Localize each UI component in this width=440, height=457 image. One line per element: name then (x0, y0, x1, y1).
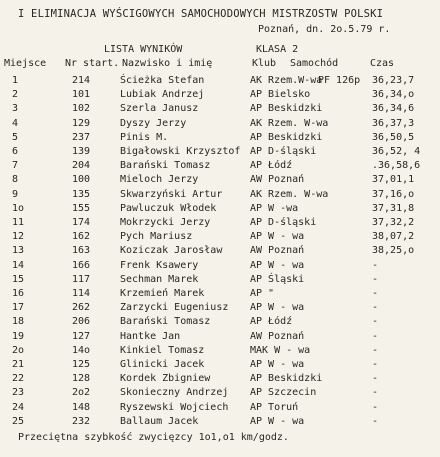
club-cell: AP Bielsko (250, 89, 311, 101)
time-cell: - (372, 387, 379, 399)
place-cell: 5 (12, 131, 19, 143)
place-cell: 12 (12, 231, 25, 243)
place-cell: 18 (12, 316, 25, 328)
name-cell: Pych Mariusz (120, 231, 193, 243)
name-cell: Skwarzyński Artur (120, 188, 223, 200)
place-cell: 8 (12, 174, 19, 186)
club-cell: AK Rzem.W-wa (250, 75, 323, 86)
club-cell: AK Rzem. W-wa (250, 117, 329, 129)
place-cell: 24 (12, 401, 25, 413)
time-cell: - (372, 259, 379, 271)
table-row (0, 359, 440, 374)
start-number-cell: 262 (72, 302, 91, 314)
header-time: Czas (370, 58, 395, 69)
table-row (0, 89, 440, 104)
club-cell: AP Śląski (250, 273, 305, 285)
place-date: Poznań, dn. 2o.5.79 r. (258, 24, 391, 35)
car-cell: PF 126p (318, 75, 361, 86)
club-cell: AP W - wa (250, 259, 305, 271)
time-cell: - (372, 359, 379, 370)
table-row (0, 160, 440, 175)
time-cell: - (372, 401, 379, 413)
club-cell: AP W - wa (250, 415, 305, 427)
time-cell: 37,01,1 (372, 174, 415, 186)
place-cell: 3 (12, 103, 19, 115)
table-row (0, 203, 440, 218)
header-car: Samochód (290, 58, 339, 69)
start-number-cell: 174 (72, 217, 91, 228)
club-cell: AP Toruń (250, 401, 299, 413)
place-cell: 13 (12, 245, 25, 257)
name-cell: Szerla Janusz (120, 103, 199, 115)
start-number-cell: 139 (72, 146, 91, 157)
document-title: I ELIMINACJA WYŚCIGOWYCH SAMOCHODOWYCH MISTRZOSTW POLSKI (18, 8, 384, 20)
place-cell: 1o (12, 202, 25, 214)
name-cell: Lubiak Andrzej (120, 89, 205, 101)
name-cell: Barański Tomasz (120, 316, 211, 328)
club-cell: AP Beskidzki (250, 103, 323, 115)
place-cell: 14 (12, 259, 25, 271)
club-cell: AP Beskidzki (250, 131, 323, 143)
start-number-cell: 163 (72, 245, 91, 257)
header-place: Miejsce (4, 58, 47, 69)
name-cell: Ścieżka Stefan (120, 75, 205, 86)
table-row (0, 132, 440, 147)
name-cell: Frenk Ksawery (120, 259, 199, 271)
start-number-cell: 101 (72, 89, 91, 101)
class-title: KLASA 2 (256, 44, 299, 55)
place-cell: 25 (12, 415, 25, 427)
start-number-cell: 155 (72, 202, 91, 214)
start-number-cell: 232 (72, 415, 91, 427)
name-cell: Dyszy Jerzy (120, 117, 187, 129)
start-number-cell: 237 (72, 131, 91, 143)
place-cell: 16 (12, 288, 25, 299)
time-cell: 36,34,6 (372, 103, 415, 115)
start-number-cell: 135 (72, 188, 91, 200)
club-cell: MAK W - wa (250, 344, 311, 356)
name-cell: Mokrzycki Jerzy (120, 217, 211, 228)
table-row (0, 260, 440, 275)
place-cell: 17 (12, 302, 25, 314)
time-cell: - (372, 316, 379, 328)
start-number-cell: 117 (72, 273, 91, 285)
table-row (0, 174, 440, 189)
place-cell: 22 (12, 373, 25, 385)
table-row (0, 331, 440, 346)
start-number-cell: 148 (72, 401, 91, 413)
start-number-cell: 125 (72, 359, 91, 370)
place-cell: 7 (12, 160, 19, 172)
club-cell: AP D-śląski (250, 217, 317, 228)
table-row (0, 288, 440, 303)
time-cell: - (372, 302, 379, 314)
place-cell: 2 (12, 89, 19, 101)
place-cell: 21 (12, 359, 25, 370)
time-cell: 37,31,8 (372, 202, 415, 214)
time-cell: 36,50,5 (372, 131, 415, 143)
name-cell: Bigałowski Krzysztof (120, 146, 241, 157)
club-cell: AW Poznań (250, 174, 305, 186)
name-cell: Pawluczuk Włodek (120, 202, 217, 214)
name-cell: Koziczak Jarosław (120, 245, 223, 257)
place-cell: 23 (12, 387, 25, 399)
name-cell: Ryszewski Wojciech (120, 401, 229, 413)
club-cell: AP Szczecin (250, 387, 317, 399)
name-cell: Sechman Marek (120, 273, 199, 285)
table-row (0, 245, 440, 260)
start-number-cell: 206 (72, 316, 91, 328)
start-number-cell: 2o2 (72, 387, 91, 399)
place-cell: 11 (12, 217, 25, 228)
table-row (0, 146, 440, 161)
club-cell: AW Poznań (250, 245, 305, 257)
table-row (0, 274, 440, 289)
place-cell: 4 (12, 117, 19, 129)
name-cell: Glinicki Jacek (120, 359, 205, 370)
time-cell: 37,16,o (372, 188, 415, 200)
club-cell: AP W - wa (250, 359, 305, 370)
table-row (0, 345, 440, 360)
table-row (0, 316, 440, 331)
time-cell: 38,07,2 (372, 231, 415, 243)
name-cell: Pinis M. (120, 131, 169, 143)
header-club: Klub (252, 58, 277, 69)
place-cell: 9 (12, 188, 19, 200)
name-cell: Barański Tomasz (120, 160, 211, 172)
table-row (0, 387, 440, 402)
time-cell: .36,58,6 (372, 160, 421, 172)
name-cell: Skonieczny Andrzej (120, 387, 229, 399)
start-number-cell: 166 (72, 259, 91, 271)
table-row (0, 231, 440, 246)
place-cell: 1 (12, 75, 19, 86)
club-cell: AK Rzem. W-wa (250, 188, 329, 200)
name-cell: Ballaum Jacek (120, 415, 199, 427)
table-row (0, 402, 440, 417)
club-cell: AP W - wa (250, 231, 305, 243)
time-cell: 36,23,7 (372, 75, 415, 86)
table-row (0, 302, 440, 317)
time-cell: 36,34,o (372, 89, 415, 101)
name-cell: Mieloch Jerzy (120, 174, 199, 186)
table-row (0, 118, 440, 133)
table-row (0, 416, 440, 431)
table-row (0, 373, 440, 388)
start-number-cell: 127 (72, 330, 91, 342)
header-name: Nazwisko i imię (122, 58, 213, 69)
table-row (0, 75, 440, 90)
time-cell: - (372, 273, 379, 285)
table-row (0, 189, 440, 204)
time-cell: - (372, 415, 379, 427)
name-cell: Kordek Zbigniew (120, 373, 211, 385)
time-cell: - (372, 344, 379, 356)
time-cell: - (372, 288, 379, 299)
name-cell: Zarzycki Eugeniusz (120, 302, 229, 314)
start-number-cell: 162 (72, 231, 91, 243)
name-cell: Hantke Jan (120, 330, 181, 342)
club-cell: AP D-śląski (250, 146, 317, 157)
start-number-cell: 128 (72, 373, 91, 385)
time-cell: - (372, 373, 379, 385)
start-number-cell: 100 (72, 174, 91, 186)
start-number-cell: 114 (72, 288, 91, 299)
time-cell: 37,32,2 (372, 217, 415, 228)
list-title: LISTA WYNIKÓW (104, 44, 183, 55)
start-number-cell: 204 (72, 160, 91, 172)
club-cell: AW Poznań (250, 330, 305, 342)
table-row (0, 103, 440, 118)
name-cell: Kinkiel Tomasz (120, 344, 205, 356)
time-cell: 36,52, 4 (372, 146, 421, 157)
average-speed-note: Przeciętna szybkość zwycięzcy 1o1,o1 km/godz. (18, 432, 289, 443)
place-cell: 15 (12, 273, 25, 285)
header-start-number: Nr start. (65, 58, 120, 69)
place-cell: 2o (12, 344, 25, 356)
name-cell: Krzemień Marek (120, 288, 205, 299)
time-cell: 36,37,3 (372, 117, 415, 129)
club-cell: AP Łódź (250, 160, 293, 172)
place-cell: 19 (12, 330, 25, 342)
club-cell: AP W - wa (250, 302, 305, 314)
club-cell: AP W -wa (250, 202, 299, 214)
club-cell: AP Beskidzki (250, 373, 323, 385)
time-cell: - (372, 330, 379, 342)
club-cell: AP " (250, 288, 275, 299)
time-cell: 38,25,o (372, 245, 415, 257)
start-number-cell: 14o (72, 344, 91, 356)
start-number-cell: 129 (72, 117, 91, 129)
start-number-cell: 214 (72, 75, 91, 86)
table-row (0, 217, 440, 232)
start-number-cell: 102 (72, 103, 91, 115)
place-cell: 6 (12, 146, 19, 157)
club-cell: AP Łódź (250, 316, 293, 328)
